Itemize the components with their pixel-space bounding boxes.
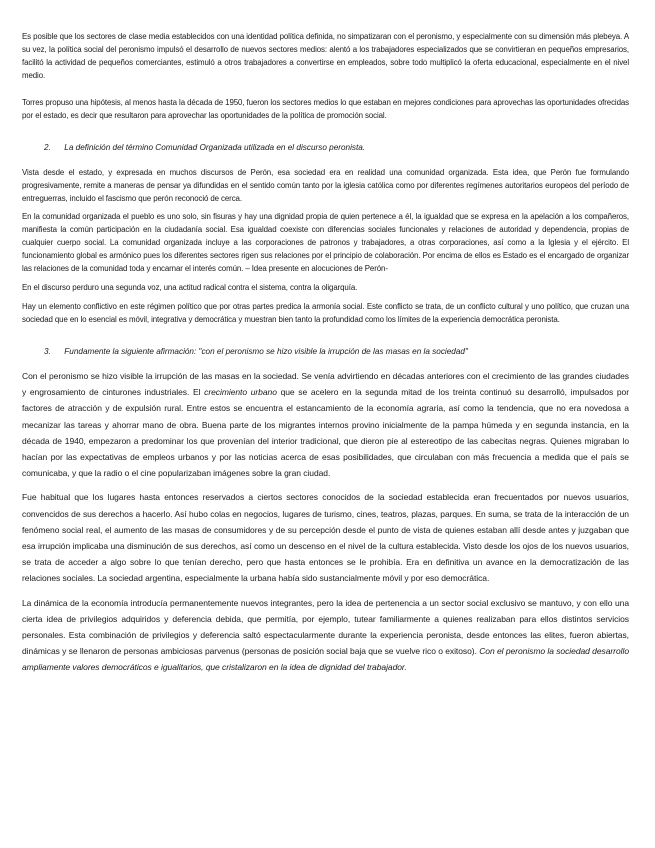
paragraph: Fue habitual que los lugares hasta entonces reservados a ciertos sectores conocidos de la sociedad establecida eran frecuentados por nuevos usuarios, convencidos de sus derechos a hacerlo. Así hubo colas en negocios, lugares de turismo, cines, teatros, plazas, parques. En suma, se trata de la interacción de un fenómeno social real, el aumento de las masas de consumidores y de su percepción desde el punto de vista de quienes estaban allí desde antes y juzgaban que esa irrupción implicaba una disminución de sus derechos, así como un descenso en el nivel de la cultura establecida. Visto desde los ojos de los nuevos usuarios, se trata de acceder a algo sobre lo que tenían derecho, pero que hasta entonces se le prohibía. Era en definitiva un avance en la democratización de las relaciones sociales. La sociedad argentina, especialmente la urbana había sido sustancialmente móvil y por eso democrática. (22, 492, 629, 584)
emphasis-text: Con el peronismo la sociedad desarrollo ampliamente valores democráticos e igualitarios, que cristalizaron en la idea de dignidad del trabajador. (22, 646, 629, 673)
section-number: 2. (44, 143, 51, 152)
paragraph: Es posible que los sectores de clase media establecidos con una identidad política definida, no simpatizaran con el peronismo, y especialmente con su dimensión más plebeya. A su vez, la política social del peronismo impulsó el desarrollo de nuevos sectores medios: alentó a los trabajadores especializados que se convirtieran en pequeños empresarios, facilitó la actividad de pequeños comerciantes, estimuló a otros trabajadores a convertirse en empleados, sobre todo multiplicó la oferta educacional, especialmente en el nivel medio. (22, 32, 629, 80)
section-heading (44, 143, 629, 152)
paragraph: Hay un elemento conflictivo en este régimen político que por otras partes predica la armonía social. Este conflicto se trata, de un conflicto cultural y uno político, que cruzan una sociedad que en lo esencial es móvil, integrativa y democrática y muestran bien tanto la profundidad como los límites de la experiencia democrática peronista. (22, 302, 629, 324)
paragraph: En el discurso perduro una segunda voz, una actitud radical contra el sistema, contra la oligarquía. (22, 283, 358, 292)
section-title: Fundamente la siguiente afirmación: "con el peronismo se hizo visible la irrupción de las masas en la sociedad" (64, 347, 468, 356)
paragraph: Vista desde el estado, y expresada en muchos discursos de Perón, esa sociedad era en realidad una comunidad organizada. Esta idea, que Perón fue formulando progresivamente, remite a maneras de pensar ya difundidas en el sentido común tanto por la iglesia católica como por diferentes regímenes autoritarios europeos del período de entreguerras, incluido el fascismo que perón reconoció de cerca. (22, 168, 629, 203)
emphasis-text: crecimiento urbano (204, 387, 277, 398)
section-title: La definición del término Comunidad Organizada utilizada en el discurso peronista. (64, 143, 366, 152)
paragraph (22, 368, 629, 481)
paragraph-text: que se acelero en la segunda mitad de los treinta continuó su desarrolló, impulsados por factores de atracción y de expulsión rural. Entre estos se encuentra el estancamiento de la economía agraria, así como la tendencia, que no era novedosa a mecanizar las tareas y ahorrar mano de obra. Buena parte de los migrantes internos provino inicialmente de la pampa húmeda y en segunda instancia, en la década de 1940, empezaron a predominar los que provenían del interior tradicional, que dieron pie al estereotipo de las cabecitas negras. Quienes migraban lo hacían por las expectativas de empleos urbanos y por las noticias acerca de esas posibilidades, que circulaban con más frecuencia a medida que el país se comunicaba, y que la radio o el cine popularizaban imágenes sobre la gran ciudad. (22, 387, 629, 479)
section-heading (44, 347, 629, 356)
section-number: 3. (44, 347, 51, 356)
paragraph (22, 595, 629, 676)
paragraph: Torres propuso una hipótesis, al menos hasta la década de 1950, fueron los sectores medios lo que estaban en mejores condiciones para aprovechas las oportunidades ofrecidas por el estado, es decir que resultaron para aprovechar las oportunidades de la política de promoción social. (22, 98, 629, 120)
paragraph-text: Con el peronismo se hizo visible la irrupción de las masas en la sociedad. Se venía advirtiendo en décadas anteriores con el crecimiento de las grandes ciudades y engrosamiento de cinturones industriales. El (22, 371, 629, 398)
paragraph-text: La dinámica de la economía introducía permanentemente nuevos integrantes, pero la idea de pertenencia a un sector social exclusivo se mantuvo, y con ello una cierta idea de privilegios adquiridos y deferencia debida, que permitía, por ejemplo, tutear familiarmente a quienes realizaban para ellos distintos servicios personales. Esta combinación de privilegios y deferencia saltó espectacularmente durante la experiencia peronista, desde entonces las elites, fueron abiertas, dinámicas y se llenaron de personas ambiciosas parvenus (personas de posición social baja que se vuelve rico o exitoso). (22, 597, 629, 657)
paragraph: En la comunidad organizada el pueblo es uno solo, sin fisuras y hay una dignidad propia de quien pertenece a él, la igualdad que se expresa en la apelación a los compañeros, manifiesta la común participación en la ciudadanía social. Esa igualdad coexiste con diferencias sociales funcionales y relaciones de autoridad y dependencia, propias de cualquier cuerpo social. La comunidad organizada incluye a las corporaciones de patronos y trabajadores, a otras corporaciones, así como a la Iglesia y el ejército. El funcionamiento global es armónico pues los diferentes sectores rigen sus relaciones por el principio de colaboración. Por encima de ellos es Estado es el encargado de organizar las relaciones de la comunidad toda y encarnar el interés común. – Idea presente en alocuciones de Perón- (22, 212, 629, 273)
